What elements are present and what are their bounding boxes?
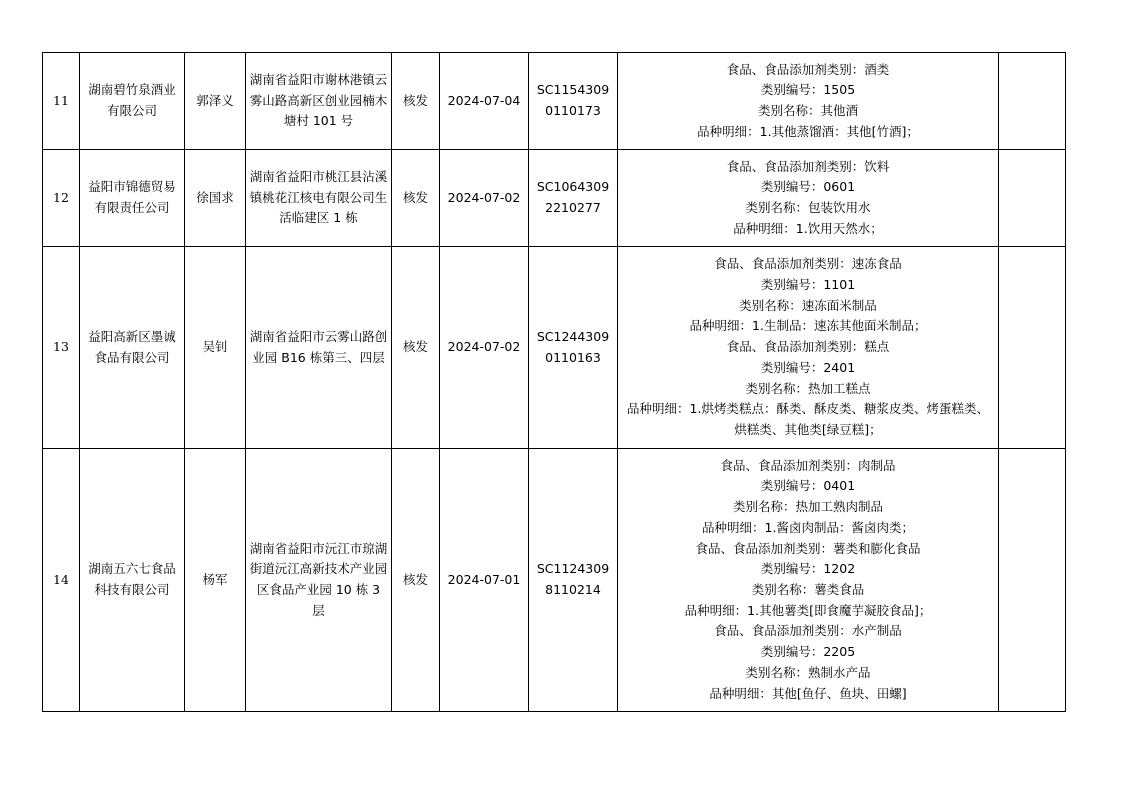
product-detail-line: 品种明细：1.生制品：速冻其他面米制品； <box>689 318 927 334</box>
license-number <box>529 449 618 712</box>
remark <box>999 150 1066 247</box>
company-address: 湖南省益阳市云雾山路创业园 B16 栋第三、四层 <box>246 247 392 449</box>
product-detail-line: 品种明细：1.其他蒸馏酒：其他[竹酒]； <box>697 123 919 139</box>
license-number-part: 0110173 <box>545 103 601 118</box>
company-name: 益阳市锦德贸易有限责任公司 <box>80 150 185 247</box>
product-details <box>618 53 999 150</box>
product-detail-line: 品种明细：1.其他薯类[即食魔芋凝胶食品]； <box>684 602 932 618</box>
product-detail-line: 品种明细：其他[鱼仔、鱼块、田螺] <box>709 685 907 701</box>
license-action: 核发 <box>392 247 440 449</box>
issue-date: 2024-07-02 <box>440 247 529 449</box>
product-details <box>618 247 999 449</box>
product-detail-line: 类别编号：1202 <box>760 561 856 577</box>
product-detail-line: 类别名称：熟制水产品 <box>745 664 871 680</box>
table-row <box>43 449 1066 712</box>
product-detail-line: 类别编号：1505 <box>760 82 856 98</box>
table-row <box>43 247 1066 449</box>
legal-representative: 郭泽义 <box>185 53 246 150</box>
license-number-part: SC1064309 <box>536 179 610 195</box>
license-number-part: SC1244309 <box>536 328 610 344</box>
license-table <box>42 52 1066 712</box>
remark <box>999 53 1066 150</box>
remark <box>999 449 1066 712</box>
issue-date: 2024-07-02 <box>440 150 529 247</box>
company-name: 湖南碧竹泉酒业有限公司 <box>80 53 185 150</box>
product-detail-line: 类别名称：薯类食品 <box>751 582 865 597</box>
company-address: 湖南省益阳市谢林港镇云雾山路高新区创业园楠木塘村 101 号 <box>246 53 392 150</box>
product-detail-line: 食品、食品添加剂类别：水产制品 <box>714 623 902 639</box>
license-action: 核发 <box>392 53 440 150</box>
product-detail-line: 品种明细：1.饮用天然水； <box>733 220 883 236</box>
legal-representative: 杨军 <box>185 449 246 712</box>
product-detail-line: 类别编号：2401 <box>760 359 856 375</box>
company-name: 益阳高新区墨诚食品有限公司 <box>80 247 185 449</box>
company-address: 湖南省益阳市桃江县沾溪镇桃花江核电有限公司生活临建区 1 栋 <box>246 150 392 247</box>
license-number-part: 8110214 <box>545 582 601 597</box>
product-details <box>618 449 999 712</box>
license-number <box>529 150 618 247</box>
legal-representative: 徐国求 <box>185 150 246 247</box>
product-detail-line: 品种明细：1.酱卤肉制品：酱卤肉类； <box>702 519 914 535</box>
product-detail-line: 类别名称：热加工熟肉制品 <box>732 499 883 515</box>
issue-date: 2024-07-01 <box>440 449 529 712</box>
product-detail-line: 类别编号：1101 <box>760 277 856 293</box>
product-detail-line: 类别编号：0601 <box>760 179 856 195</box>
product-detail-line: 品种明细：1.烘烤类糕点：酥类、酥皮类、糖浆皮类、烤蛋糕类、 <box>627 401 989 417</box>
row-number: 13 <box>43 247 80 449</box>
remark <box>999 247 1066 449</box>
table-row <box>43 53 1066 150</box>
product-details <box>618 150 999 247</box>
row-number: 12 <box>43 150 80 247</box>
license-number-part: SC1154309 <box>536 82 610 98</box>
license-number-part: 2210277 <box>545 200 601 215</box>
product-detail-line: 食品、食品添加剂类别：速冻食品 <box>714 256 902 272</box>
product-detail-line: 类别编号：0401 <box>760 478 856 494</box>
product-detail-line: 食品、食品添加剂类别：酒类 <box>726 61 890 77</box>
license-number-part: 0110163 <box>545 349 601 365</box>
company-address: 湖南省益阳市沅江市琼湖街道沅江高新技术产业园区食品产业园 10 栋 3 层 <box>246 449 392 712</box>
table-body <box>43 53 1066 712</box>
license-action: 核发 <box>392 150 440 247</box>
product-detail-line: 类别名称：速冻面米制品 <box>739 297 877 313</box>
product-detail-line: 类别名称：其他酒 <box>757 103 858 118</box>
product-detail-line: 食品、食品添加剂类别：薯类和膨化食品 <box>695 540 921 556</box>
product-detail-line: 类别名称：热加工糕点 <box>745 380 871 396</box>
issue-date: 2024-07-04 <box>440 53 529 150</box>
product-detail-line: 烘糕类、其他类[绿豆糕]； <box>734 421 882 437</box>
license-action: 核发 <box>392 449 440 712</box>
license-number <box>529 247 618 449</box>
product-detail-line: 食品、食品添加剂类别：糕点 <box>726 339 890 355</box>
company-name: 湖南五六七食品科技有限公司 <box>80 449 185 712</box>
table-row <box>43 150 1066 247</box>
product-detail-line: 食品、食品添加剂类别：肉制品 <box>720 457 896 473</box>
product-detail-line: 类别编号：2205 <box>760 644 856 660</box>
legal-representative: 吴钊 <box>185 247 246 449</box>
product-detail-line: 食品、食品添加剂类别：饮料 <box>726 158 890 174</box>
product-detail-line: 类别名称：包装饮用水 <box>745 200 871 215</box>
license-number-part: SC1124309 <box>536 561 610 577</box>
row-number: 11 <box>43 53 80 150</box>
row-number: 14 <box>43 449 80 712</box>
license-number <box>529 53 618 150</box>
